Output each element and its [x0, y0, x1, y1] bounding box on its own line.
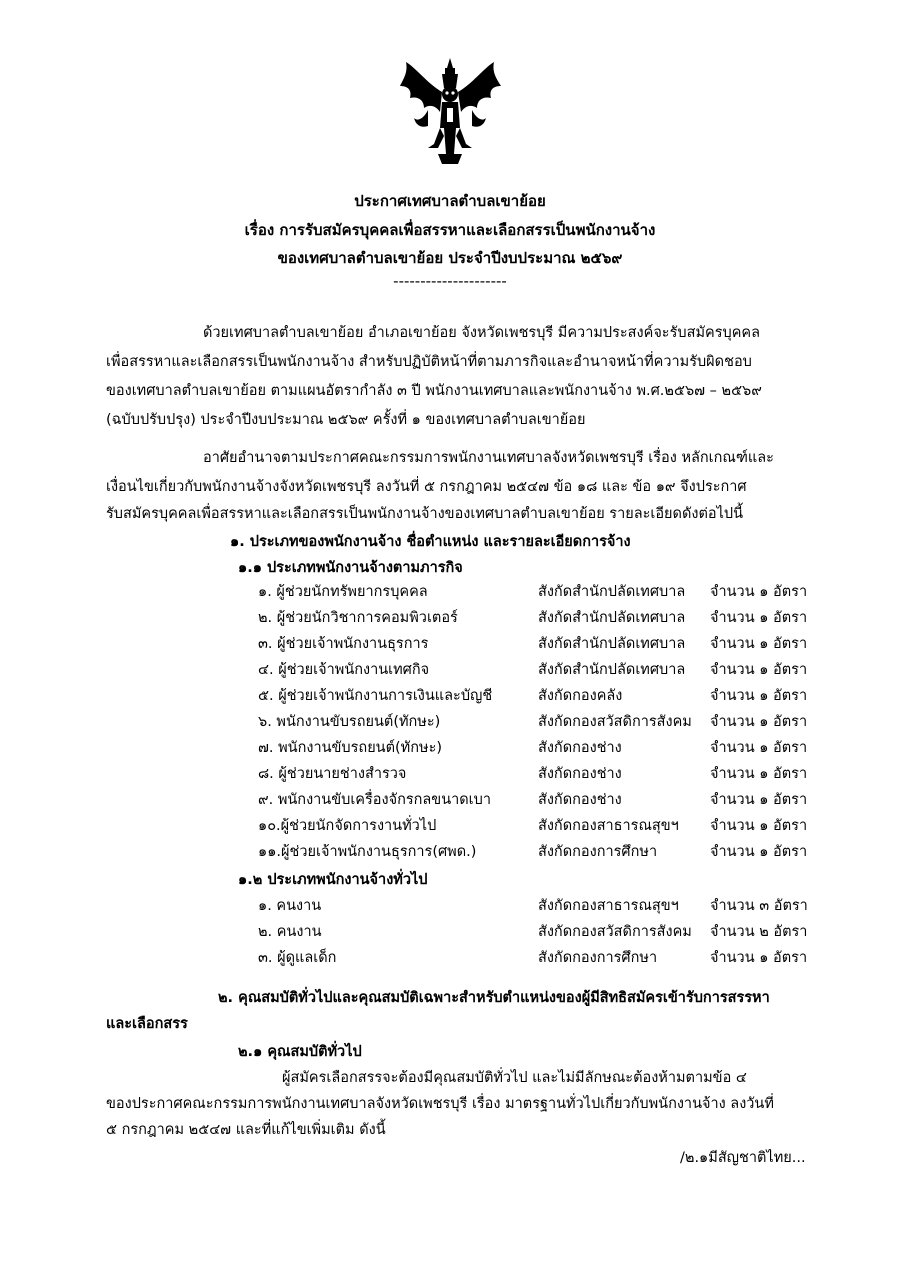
- position-unit: สังกัดกองสาธารณสุขฯ: [538, 818, 679, 834]
- position-unit: สังกัดกองคลัง: [538, 688, 623, 704]
- position-name: ๑๑.ผู้ช่วยเจ้าพนักงานธุรการ(ศพด.): [258, 844, 477, 860]
- position-count: จำนวน ๑ อัตรา: [710, 688, 808, 704]
- position-count: จำนวน ๑ อัตรา: [710, 792, 808, 808]
- position-count: จำนวน ๓ อัตรา: [710, 898, 808, 914]
- position-unit: สังกัดกองช่าง: [538, 766, 622, 782]
- section-1-1-heading: ๑.๑ ประเภทพนักงานจ้างตามภารกิจ: [238, 560, 463, 576]
- intro-line: (ฉบับปรับปรุง) ประจำปีงบประมาณ ๒๕๖๙ ครั้งที่ ๑ ของเทศบาลตำบลเขาย้อย: [106, 412, 586, 428]
- position-name: ๑. ผู้ช่วยนักทรัพยากรบุคคล: [258, 584, 428, 600]
- position-count: จำนวน ๑ อัตรา: [710, 740, 808, 756]
- authority-line: รับสมัครบุคคลเพื่อสรรหาและเลือกสรรเป็นพนักงานจ้างของเทศบาลตำบลเขาย้อย รายละเอียดดังต่อไปนี้: [106, 506, 744, 522]
- position-unit: สังกัดกองช่าง: [538, 792, 622, 808]
- intro-line: เพื่อสรรหาและเลือกสรรเป็นพนักงานจ้าง สำหรับปฏิบัติหน้าที่ตามภารกิจและอำนาจหน้าที่ความรับผิดชอบ: [106, 354, 752, 370]
- garuda-emblem-icon: [398, 56, 503, 166]
- position-name: ๘. ผู้ช่วยนายช่างสำรวจ: [258, 766, 407, 782]
- intro-line: ด้วยเทศบาลตำบลเขาย้อย อำเภอเขาย้อย จังหวัดเพชรบุรี มีความประสงค์จะรับสมัครบุคคล: [203, 325, 760, 341]
- position-name: ๙. พนักงานขับเครื่องจักรกลขนาดเบา: [258, 792, 491, 808]
- position-unit: สังกัดกองสวัสดิการสังคม: [538, 924, 692, 940]
- position-name: ๒. ผู้ช่วยนักวิชาการคอมพิวเตอร์: [258, 610, 458, 626]
- position-count: จำนวน ๑ อัตรา: [710, 584, 808, 600]
- position-name: ๓. ผู้ช่วยเจ้าพนักงานธุรการ: [258, 636, 429, 652]
- position-name: ๑๐.ผู้ช่วยนักจัดการงานทั่วไป: [258, 818, 437, 834]
- qualification-line: ๕ กรกฎาคม ๒๕๔๗ และที่แก้ไขเพิ่มเติม ดังนี้: [106, 1122, 386, 1138]
- position-count: จำนวน ๑ อัตรา: [710, 766, 808, 782]
- position-name: ๓. ผู้ดูแลเด็ก: [258, 950, 337, 966]
- position-unit: สังกัดกองสาธารณสุขฯ: [538, 898, 679, 914]
- qualification-line: ผู้สมัครเลือกสรรจะต้องมีคุณสมบัติทั่วไป และไม่มีลักษณะต้องห้ามตามข้อ ๔: [282, 1070, 747, 1086]
- position-unit: สังกัดสำนักปลัดเทศบาล: [538, 584, 686, 600]
- position-count: จำนวน ๑ อัตรา: [710, 714, 808, 730]
- authority-line: เงื่อนไขเกี่ยวกับพนักงานจ้างจังหวัดเพชรบุรี ลงวันที่ ๕ กรกฎาคม ๒๕๔๗ ข้อ ๑๘ และ ข้อ ๑๙ จึงประกาศ: [106, 479, 747, 495]
- position-count: จำนวน ๑ อัตรา: [710, 662, 808, 678]
- position-unit: สังกัดกองการศึกษา: [538, 844, 658, 860]
- section-2-heading: ๒. คุณสมบัติทั่วไปและคุณสมบัติเฉพาะสำหรับตำแหน่งของผู้มีสิทธิสมัครเข้ารับการสรรหา: [218, 990, 770, 1006]
- section-1-2-heading: ๑.๒ ประเภทพนักงานจ้างทั่วไป: [238, 872, 428, 888]
- position-unit: สังกัดสำนักปลัดเทศบาล: [538, 610, 686, 626]
- position-unit: สังกัดสำนักปลัดเทศบาล: [538, 636, 686, 652]
- page-continuation: /๒.๑มีสัญชาติไทย...: [680, 1150, 806, 1166]
- position-count: จำนวน ๑ อัตรา: [710, 610, 808, 626]
- position-unit: สังกัดกองช่าง: [538, 740, 622, 756]
- position-unit: สังกัดกองการศึกษา: [538, 950, 658, 966]
- position-name: ๒. คนงาน: [258, 924, 322, 940]
- position-name: ๖. พนักงานขับรถยนต์(ทักษะ): [258, 714, 441, 730]
- section-2-1-heading: ๒.๑ คุณสมบัติทั่วไป: [238, 1044, 362, 1060]
- position-name: ๔. ผู้ช่วยเจ้าพนักงานเทศกิจ: [258, 662, 430, 678]
- position-name: ๕. ผู้ช่วยเจ้าพนักงานการเงินและบัญชี: [258, 688, 493, 704]
- position-name: ๗. พนักงานขับรถยนต์(ทักษะ): [258, 740, 443, 756]
- position-unit: สังกัดสำนักปลัดเทศบาล: [538, 662, 686, 678]
- position-name: ๑. คนงาน: [258, 898, 322, 914]
- position-count: จำนวน ๑ อัตรา: [710, 844, 808, 860]
- intro-line: ของเทศบาลตำบลเขาย้อย ตามแผนอัตรากำลัง ๓ ปี พนักงานเทศบาลและพนักงานจ้าง พ.ศ.๒๕๖๗ – ๒๕๖๙: [106, 383, 762, 399]
- announcement-subject-line2: ของเทศบาลตำบลเขาย้อย ประจำปีงบประมาณ ๒๕๖๙: [277, 249, 623, 267]
- announcement-title: ประกาศเทศบาลตำบลเขาย้อย: [354, 192, 546, 210]
- section-2-heading-cont: และเลือกสรร: [106, 1016, 188, 1032]
- position-count: จำนวน ๑ อัตรา: [710, 636, 808, 652]
- position-count: จำนวน ๒ อัตรา: [710, 924, 808, 940]
- announcement-subject: เรื่อง การรับสมัครบุคคลเพื่อสรรหาและเลือกสรรเป็นพนักงานจ้าง: [244, 221, 656, 239]
- header-divider: ---------------------: [393, 272, 507, 290]
- position-unit: สังกัดกองสวัสดิการสังคม: [538, 714, 692, 730]
- position-count: จำนวน ๑ อัตรา: [710, 950, 808, 966]
- section-1-heading: ๑. ประเภทของพนักงานจ้าง ชื่อตำแหน่ง และรายละเอียดการจ้าง: [230, 534, 631, 550]
- position-count: จำนวน ๑ อัตรา: [710, 818, 808, 834]
- qualification-line: ของประกาศคณะกรรมการพนักงานเทศบาลจังหวัดเพชรบุรี เรื่อง มาตรฐานทั่วไปเกี่ยวกับพนักงานจ้าง ลงวันที่: [106, 1096, 774, 1112]
- authority-line: อาศัยอำนาจตามประกาศคณะกรรมการพนักงานเทศบาลจังหวัดเพชรบุรี เรื่อง หลักเกณฑ์และ: [203, 450, 774, 466]
